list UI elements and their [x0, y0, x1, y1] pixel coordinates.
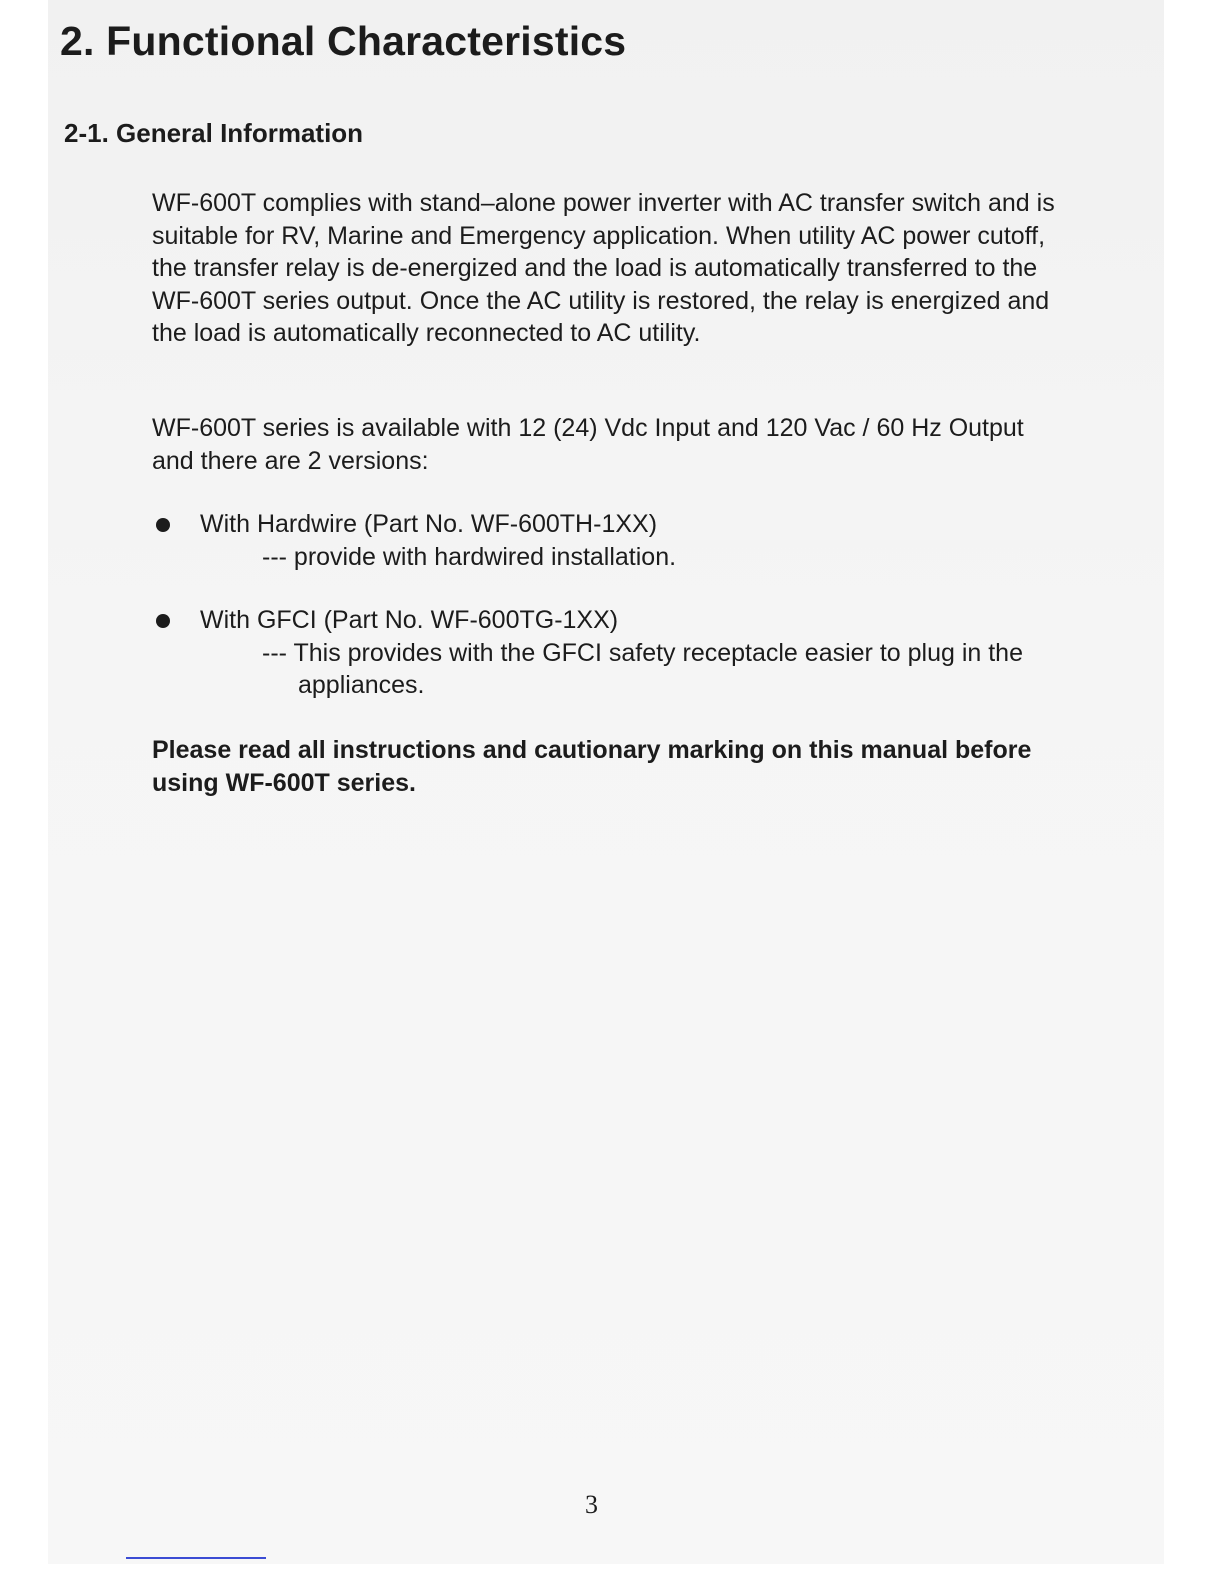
version-title: With Hardwire (Part No. WF-600TH-1XX) [200, 510, 658, 538]
caution-notice: Please read all instructions and cautionary marking on this manual before using WF-600T series. [152, 736, 1032, 797]
bullet-icon [156, 614, 170, 628]
versions-paragraph: WF-600T series is available with 12 (24) Vdc Input and 120 Vac / 60 Hz Output and there are 2 versions: [152, 414, 1024, 475]
section-title: 2-1. General Information [64, 118, 364, 148]
intro-paragraph: WF-600T complies with stand–alone power inverter with AC transfer switch and is suitable for RV, Marine and Emergency application. When utility AC power cutoff, the transfer relay is de-energized and the load is automatically transferred to the WF-600T series output. Once the AC utility is restored, the relay is energized and the load is automatically reconnected to AC utility. [152, 189, 1055, 347]
chapter-title: 2. Functional Characteristics [60, 18, 627, 64]
bullet-icon [156, 518, 170, 532]
page-number: 3 [585, 1490, 598, 1519]
version-title: With GFCI (Part No. WF-600TG-1XX) [200, 606, 619, 634]
version-description: --- This provides with the GFCI safety receptacle easier to plug in the appliances. [262, 638, 1023, 699]
footer-rule [126, 1557, 266, 1559]
version-description: --- provide with hardwired installation. [262, 542, 677, 571]
